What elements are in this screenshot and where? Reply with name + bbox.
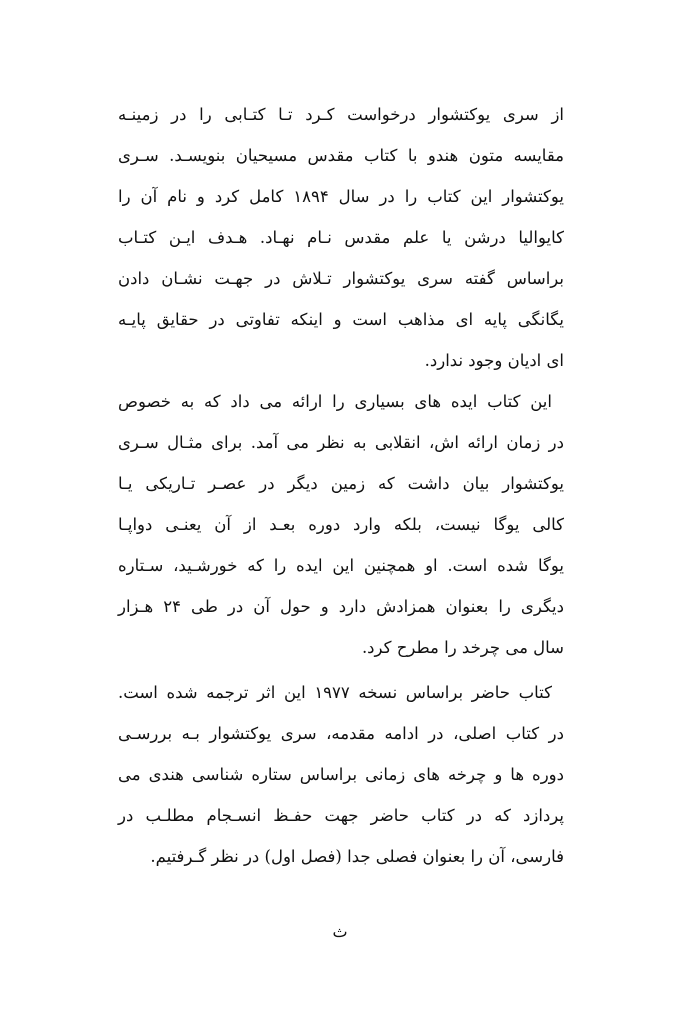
p3-line-1: کتاب حاضر براساس نسخه ۱۹۷۷ این اثر ترجمه شده است.	[118, 683, 552, 702]
p1-line-4: کایوالیا درشن یا علم مقدس نـام نهـاد. هـدف ایـن کتـاب	[118, 228, 564, 247]
p1-line-5: براساس گفته سری یوکتشوار تـلاش در جهـت نشـان دادن	[118, 269, 564, 288]
p1-line-2: مقایسه متون هندو با کتاب مقدس مسیحیان بنویسـد. سـری	[118, 146, 564, 165]
p1-line-1: از سری یوکتشوار درخواست کـرد تـا کتـابی را در زمینـه	[118, 105, 564, 124]
p1-line-3: یوکتشوار این کتاب را در سال ۱۸۹۴ کامل کرد و نام آن را	[118, 187, 564, 206]
p3-line-2: در کتاب اصلی، در ادامه مقدمه، سری یوکتشوار بـه بررسـی	[118, 724, 564, 743]
p3-line-4: پردازد که در کتاب حاضر جهت حفـظ انسـجام مطلـب در	[118, 806, 564, 825]
p3-line-3: دوره ها و چرخه های زمانی براساس ستاره شناسی هندی می	[118, 765, 564, 784]
p1-line-7: ای ادیان وجود ندارد.	[424, 351, 564, 370]
p1-line-6: یگانگی پایه ای مذاهب است و اینکه تفاوتی در حقایق پایـه	[118, 310, 564, 329]
p2-line-7: سال می چرخد را مطرح کرد.	[361, 638, 564, 657]
p2-line-2: در زمان ارائه اش، انقلابی به نظر می آمد. برای مثـال سـری	[118, 433, 564, 452]
p2-line-3: یوکتشوار بیان داشت که زمین دیگر در عصـر تـاریکی یـا	[118, 474, 564, 493]
p2-line-1: این کتاب ایده های بسیاری را ارائه می داد که به خصوص	[118, 392, 552, 411]
p2-line-6: دیگری را بعنوان همزادش دارد و حول آن در طی ۲۴ هـزار	[118, 597, 564, 616]
page-number: ث	[332, 922, 348, 941]
p2-line-4: کالی یوگا نیست، بلکه وارد دوره بعـد از آن یعنـی دواپـا	[118, 515, 564, 534]
body-text	[118, 94, 564, 877]
p3-line-5: فارسی، آن را بعنوان فصلی جدا (فصل اول) در نظر گـرفتیم.	[150, 847, 564, 866]
p2-line-5: یوگا شده است. او همچنین این ایده را که خورشـید، سـتاره	[118, 556, 564, 575]
